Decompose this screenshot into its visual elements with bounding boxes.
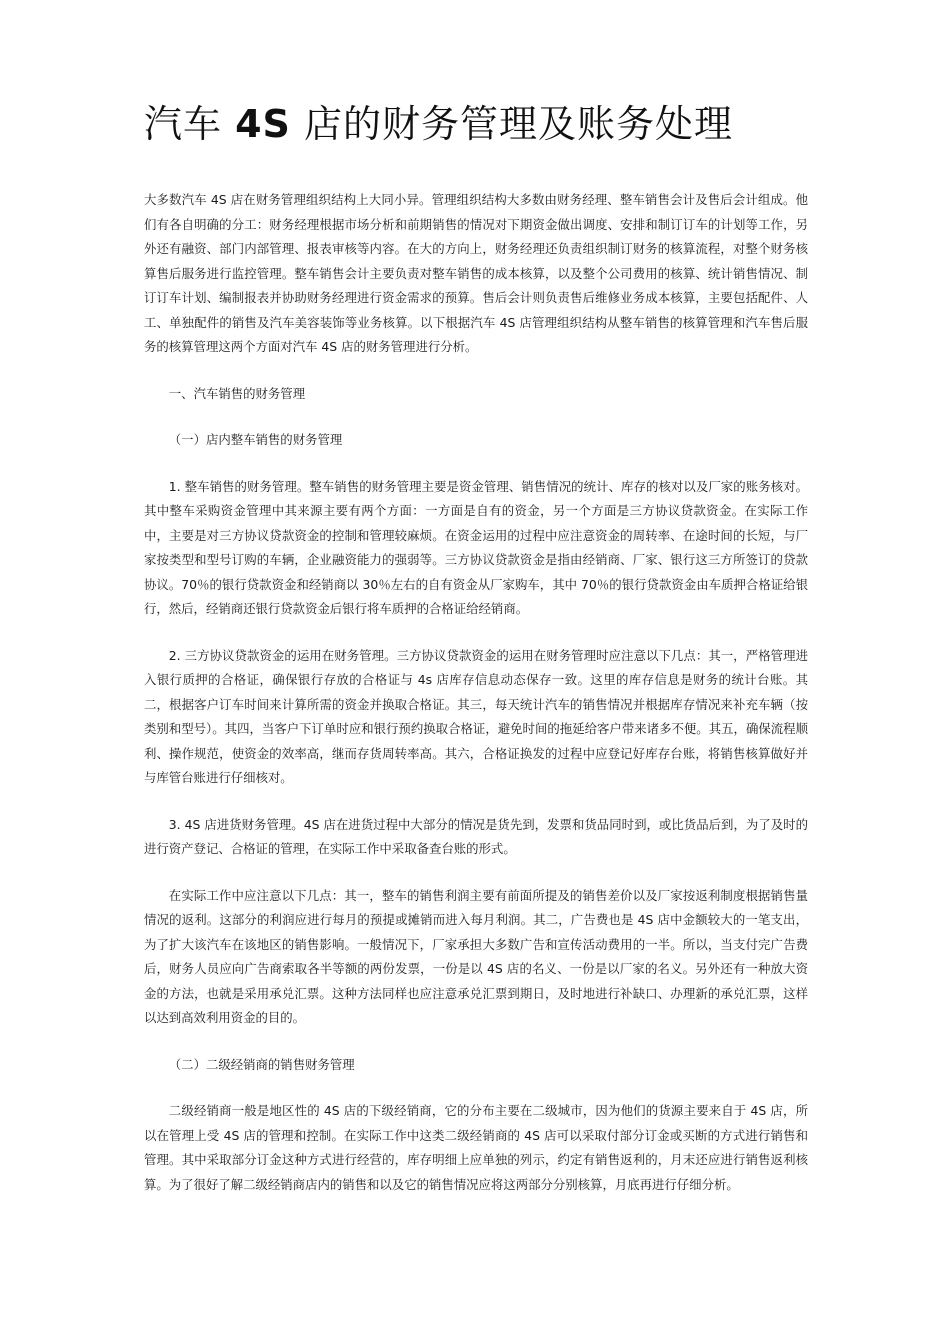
paragraph-item-2: 2. 三方协议贷款资金的运用在财务管理。三方协议贷款资金的运用在财务管理时应注意以下几点：其一，严格管理进入银行质押的合格证，确保银行存放的合格证与 4s 店库存信息动态保存一致。这里的库存信息是财务的统计台账。其二，根据客户订车时间来计算所需的资金并换取合格证。其三，每天统计汽车的销售情况并根据库存情况来补充车辆（按类别和型号）。其四，当客户下订单时应和银行预约换取合格证，避免时间的拖延给客户带来诸多不便。其五，确保流程顺利、操作规范，使资金的效率高，继而存货周转率高。其六，合格证换发的过程中应登记好库存台账，将销售核算做好并与库管台账进行仔细核对。 [144,647,808,785]
intro-paragraph: 大多数汽车 4S 店在财务管理组织结构上大同小异。管理组织结构大多数由财务经理、整车销售会计及售后会计组成。他们有各自明确的分工：财务经理根据市场分析和前期销售的情况对下期资金做出调度、安排和制订订车的计划等工作，另外还有融资、部门内部管理、报表审核等内容。在大的方向上，财务经理还负责组织制订财务的核算流程，对整个财务核算售后服务进行监控管理。整车销售会计主要负责对整车销售的成本核算，以及整个公司费用的核算、统计销售情况、制订订车计划、编制报表并协助财务经理进行资金需求的预算。售后会计则负责售后维修业务成本核算，主要包括配件、人工、单独配件的销售及汽车美容装饰等业务核算。以下根据汽车 4S 店管理组织结构从整车销售的核算管理和汽车售后服务的核算管理这两个方面对汽车 4S 店的财务管理进行分析。 [144,192,808,354]
document-title-suffix: 店的财务管理及账务处理 [290,102,733,146]
paragraph-secondary-dealers: 二级经销商一般是地区性的 4S 店的下级经销商，它的分布主要在二级城市，因为他们的货源主要来自于 4S 店，所以在管理上受 4S 店的管理和控制。在实际工作中这类二级经销商的 4S 店可以采取付部分订金或买断的方式进行销售和管理。其中采取部分订金这种方式进行经营的，库存明细上应单独的列示，约定有销售返利的，月末还应进行销售返利核算。为了很好了解二级经销商店内的销售和以及它的销售情况应将这两部分分别核算，月底再进行仔细分析。 [144,1103,808,1192]
section-heading-sales: 一、汽车销售的财务管理 [168,385,306,401]
subsection-heading-in-store: （一）店内整车销售的财务管理 [168,432,343,447]
paragraph-notes: 在实际工作中应注意以下几点：其一，整车的销售利润主要有前面所提及的销售差价以及厂家按返利制度根据销售量情况的返利。这部分的利润应进行每月的预提或摊销而进入每月利润。其二，广告费也是 4S 店中金额较大的一笔支出，为了扩大该汽车在该地区的销售影响。一般情况下，厂家承担大多数广告和宣传活动费用的一半。所以，当支付完广告费后，财务人员应向广告商索取各半等额的两份发票，一份是以 4S 店的名义、一份是以厂家的名义。另外还有一种放大资金的方法，也就是采用承兑汇票。这种方法同样也应注意承兑汇票到期日，及时地进行补缺口、办理新的承兑汇票，这样以达到高效利用资金的目的。 [144,887,808,1025]
document-title-prefix: 汽车 [144,102,236,146]
document-body [144,188,808,1197]
paragraph-item-3: 3. 4S 店进货财务管理。4S 店在进货过程中大部分的情况是货先到，发票和货品同时到，或比货品后到，为了及时的进行资产登记、合格证的管理，在实际工作中采取备查台账的形式。 [144,816,808,856]
paragraph-item-1: 1. 整车销售的财务管理。整车销售的财务管理主要是资金管理、销售情况的统计、库存的核对以及厂家的账务核对。其中整车采购资金管理中其来源主要有两个方面：一方面是自有的资金，另一个方面是三方协议贷款资金。在实际工作中，主要是对三方协议贷款资金的控制和管理较麻烦。在资金运用的过程中应注意资金的周转率、在途时间的长短，与厂家按类型和型号订购的车辆，企业融资能力的强弱等。三方协议贷款资金是指由经销商、厂家、银行这三方所签订的贷款协议。70％的银行贷款资金和经销商以 30％左右的自有资金从厂家购车，其中 70％的银行贷款资金由车质押合格证给银行，然后，经销商还银行贷款资金后银行将车质押的合格证给经销商。 [144,478,808,616]
document-page [144,98,808,1197]
document-title-latin: 4S [235,102,291,146]
document-title [144,98,808,150]
subsection-heading-secondary-dealers: （二）二级经销商的销售财务管理 [168,1056,355,1072]
